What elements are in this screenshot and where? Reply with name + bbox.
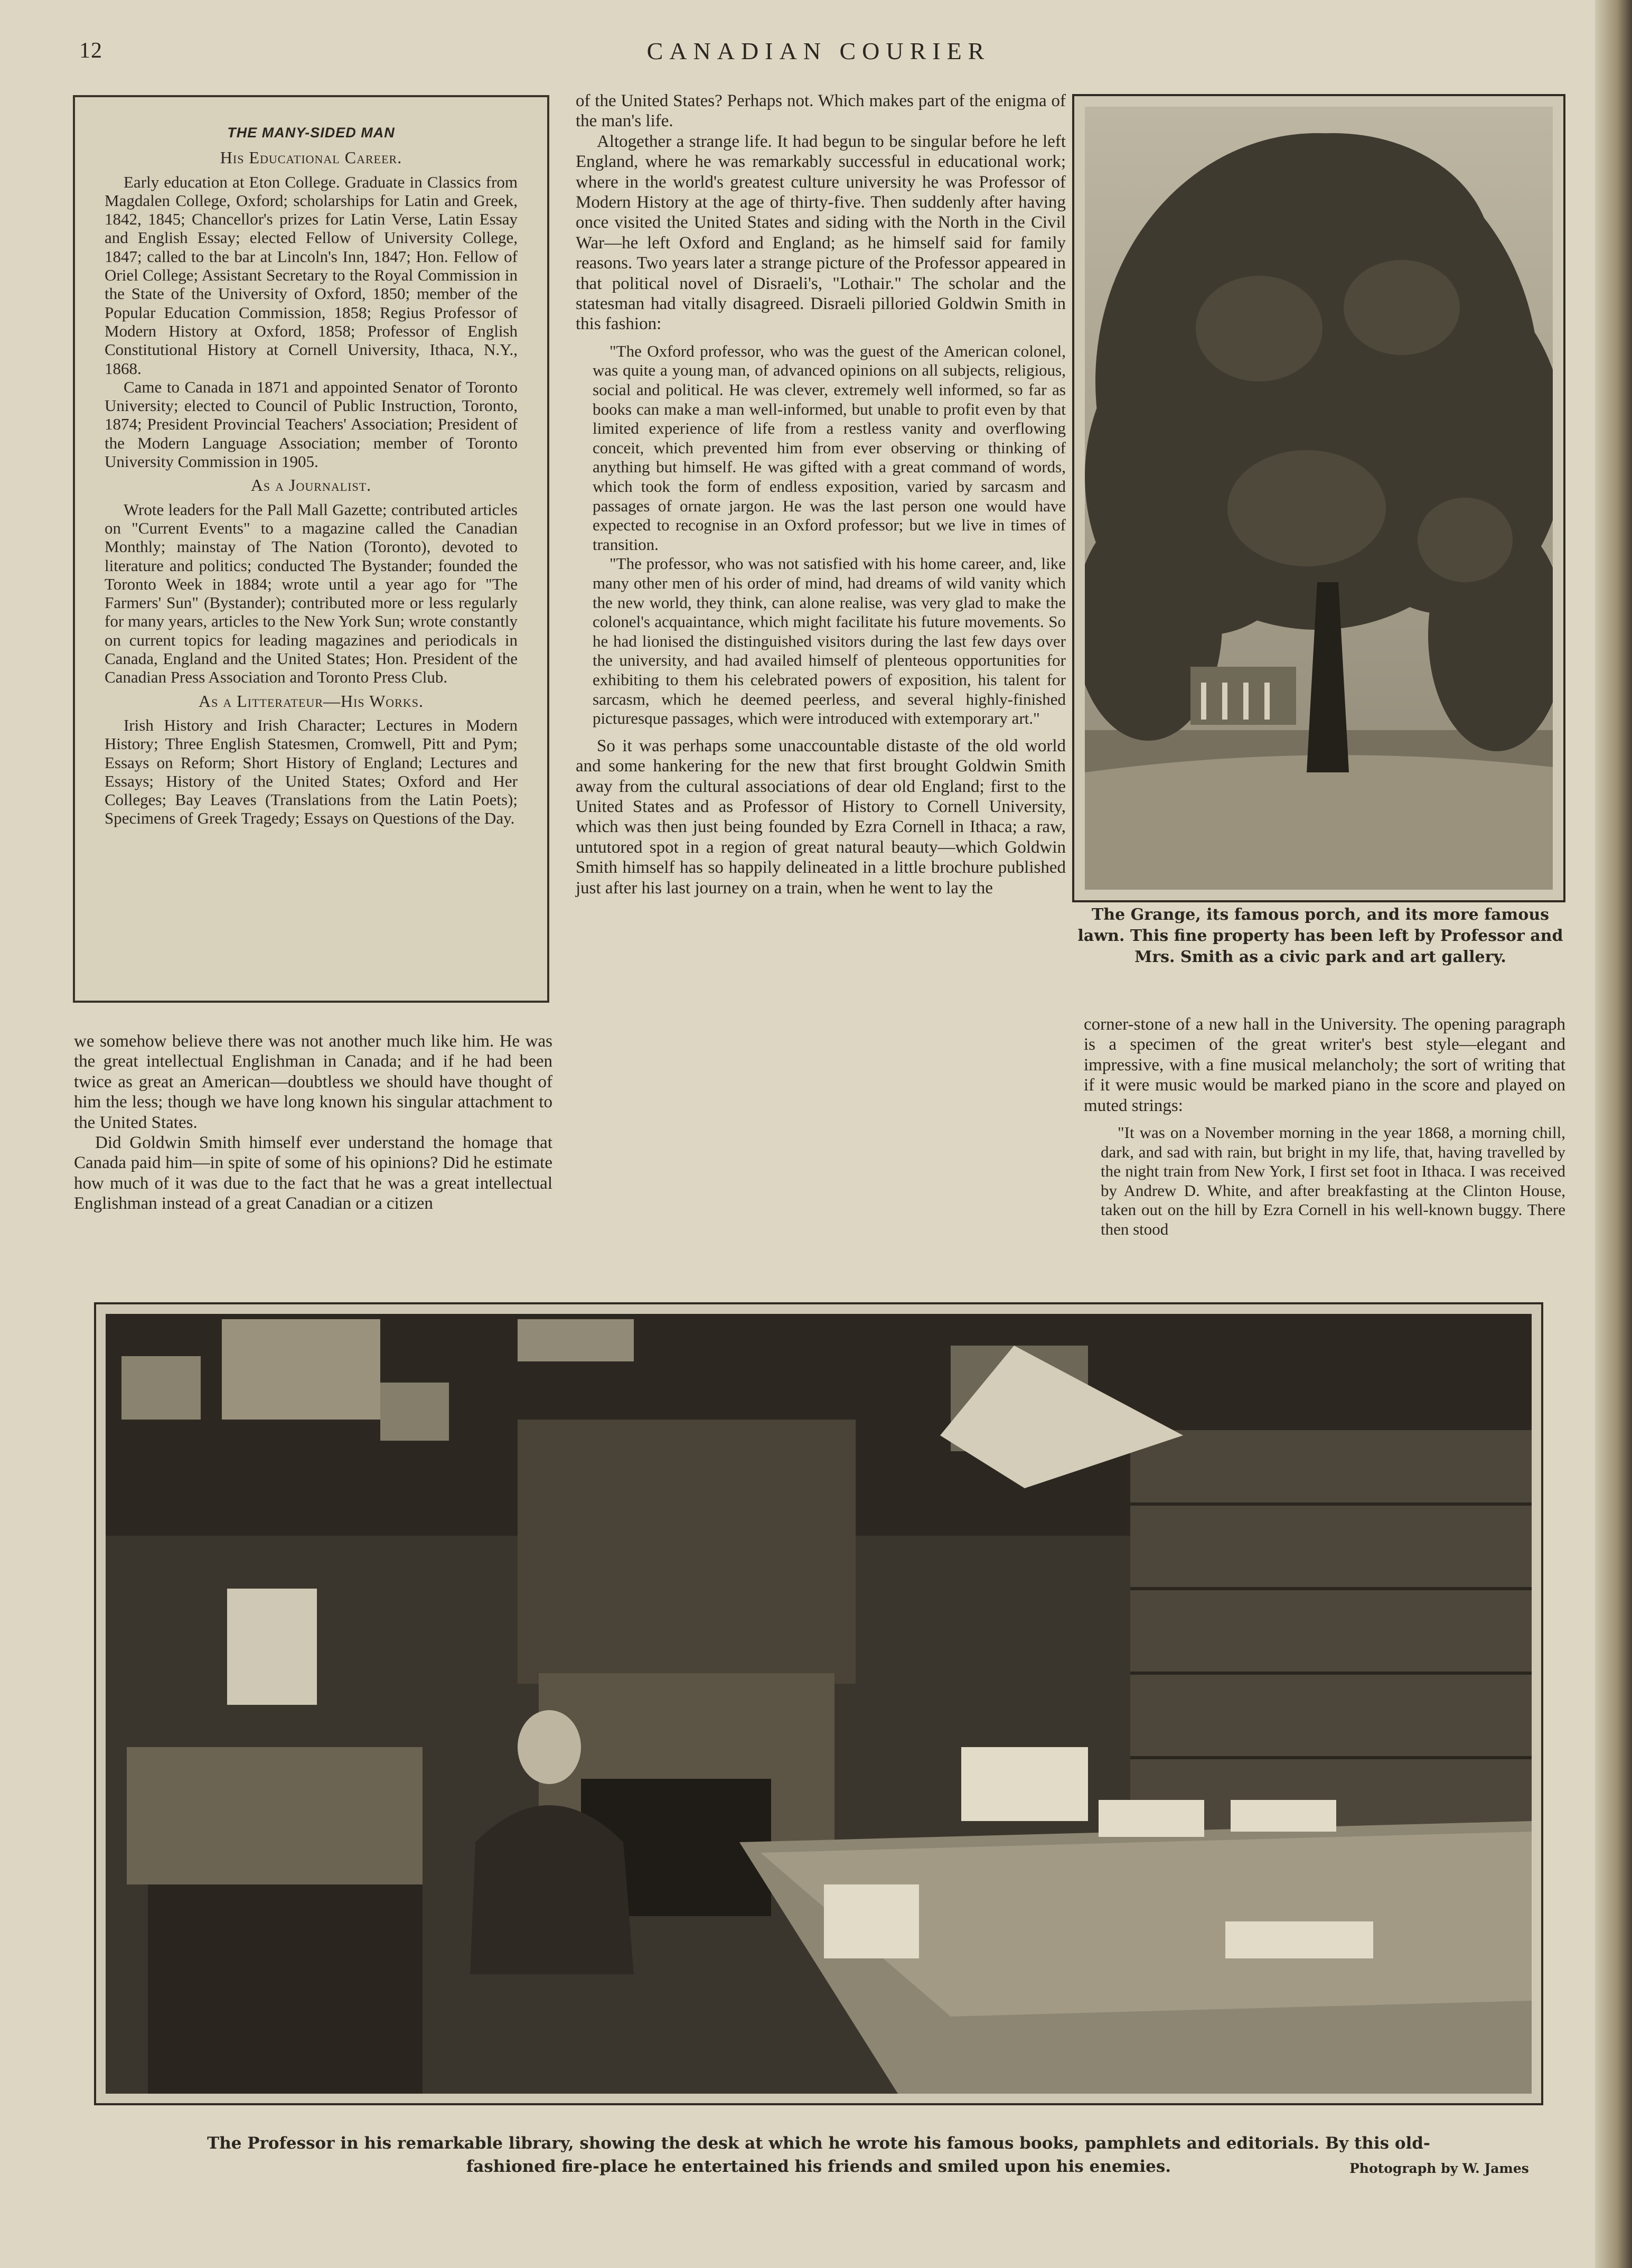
- article-column-1: [74, 1031, 552, 1214]
- article-paragraph: of the United States? Perhaps not. Which makes part of the enigma of the man's life.: [576, 91, 1066, 131]
- article-paragraph: corner-stone of a new hall in the University. The opening paragraph is a specimen of the great writer's best style—elegant and impressive, with a fine musical melancholy; the sort of writing that if it were music would be marked piano in the score and played on muted strings:: [1084, 1015, 1565, 1115]
- grange-caption: The Grange, its famous porch, and its more famous lawn. This fine property has been left by Professor and Mrs. Smith as a civic park and art gallery.: [1077, 906, 1563, 966]
- library-interior-image: [106, 1314, 1532, 2094]
- sidebar-heading-journalist: As a Journalist.: [250, 475, 372, 495]
- quote-paragraph: "The professor, who was not satisfied with his home career, and, like many other men of his order of mind, had dreams of wild vanity which the new world, they think, can alone realise, was very glad to make the colonel's acquaintance, which might facilitate his future movements. So he had lionised the distinguished visitors during the last few days over the university, and had availed himself of plenteous opportunities for exhibiting to them his celebrated powers of exposition, his talent for sarcasm, which he deemed peerless, and several highly-finished picturesque passages, which were introduced with extemporary art.": [593, 554, 1066, 728]
- sidebar-paragraph: Came to Canada in 1871 and appointed Senator of Toronto University; elected to Council of Public Instruction, Toronto, 1874; President Provincial Teachers' Association; President of the Modern Language Association; member of Toronto University Commission in 1905.: [105, 377, 518, 471]
- sidebar-many-sided-man: [73, 95, 549, 1003]
- publication-title: CANADIAN COURIER: [646, 38, 991, 64]
- article-column-3: [1084, 1014, 1565, 1247]
- page-binding-edge: [1595, 0, 1632, 2268]
- ithaca-quote: [1084, 1123, 1565, 1239]
- sidebar-title: THE MANY-SIDED MAN: [227, 125, 395, 141]
- sidebar-heading-works: As a Litterateur—His Works.: [199, 691, 424, 711]
- grange-tree-image: [1085, 107, 1553, 890]
- article-paragraph: So it was perhaps some unaccountable distaste of the old world and some hankering for the new that first brought Goldwin Smith away from the cultural associations of dear old England; first to the United States and as Professor of History to Cornell University, which was then just being founded by Ezra Cornell in Ithaca; a raw, untutored spot in a region of great natural beauty—which Goldwin Smith himself has so happily delineated in a little brochure published just after his last journey on a train, when he went to lay the: [576, 736, 1066, 898]
- grange-photo: [1072, 94, 1565, 902]
- article-paragraph: we somehow believe there was not another much like him. He was the great intellectual Englishman in Canada; and if he had been twice as great an American—doubtless we should have thought of him the less; though we have long known his singular attachment to the United States.: [74, 1032, 552, 1132]
- page-number: 12: [79, 39, 102, 63]
- sidebar-heading-education: His Educational Career.: [220, 148, 402, 167]
- article-paragraph: Altogether a strange life. It had begun to be singular before he left England, where he was remarkably successful in educational work; where in the world's greatest culture university he was Professor of Modern History at the age of thirty-five. Then suddenly after having once visited the United States and siding with the North in the Civil War—he left Oxford and England; as he himself said for family reasons. Two years later a strange picture of the Professor appeared in that political novel of Disraeli's, "Lothair." The scholar and the statesman had vitally disagreed. Disraeli pilloried Goldwin Smith in this fashion:: [576, 132, 1066, 334]
- quote-paragraph: "It was on a November morning in the year 1868, a morning chill, dark, and sad with rain, but bright in my life, that, having travelled by the night train from New York, I first set foot in Ithaca. I was received by Andrew D. White, and after breakfasting at the Clinton House, taken out on the hill by Ezra Cornell in his well-known buggy. There then stood: [1101, 1123, 1565, 1238]
- article-paragraph: Did Goldwin Smith himself ever understand the homage that Canada paid him—in spite of some of his opinions? Did he estimate how much of it was due to the fact that he was a great intellectual Englishman instead of a great Canadian or a citizen: [74, 1133, 552, 1214]
- lothair-quote: [576, 342, 1066, 729]
- article-column-2: [576, 91, 1066, 898]
- library-photo: [94, 1302, 1543, 2105]
- sidebar-paragraph: Early education at Eton College. Graduate in Classics from Magdalen College, Oxford; scholarships for Latin and Greek, 1842, 1845; Chancellor's prizes for Latin Verse, Latin Essay and English Essay; elected Fellow of University College, 1847; called to the bar at Lincoln's Inn, 1847; Hon. Fellow of Oriel College; Assistant Secretary to the Royal Commission in the State of the University of Oxford, 1850; member of the Popular Education Commission, 1858; Regius Professor of Modern History at Oxford, 1858; Professor of English Constitutional History at Cornell University, Ithaca, N.Y., 1868.: [105, 172, 518, 378]
- sidebar-paragraph: Wrote leaders for the Pall Mall Gazette; contributed articles on "Current Events" to a magazine called the Canadian Monthly; mainstay of The Nation (Toronto), devoted to literature and politics; conducted The Bystander; founded the Toronto Week in 1884; wrote until a year ago for "The Farmers' Sun" (Bystander); contributed more or less regularly for many years, articles to the New York Sun; wrote constantly on current topics for leading magazines and periodicals in Canada, England and the United States; Hon. President of the Canadian Press Association and Toronto Press Club.: [105, 500, 518, 687]
- quote-paragraph: "The Oxford professor, who was the guest of the American colonel, was quite a young man, of advanced opinions on all subjects, religious, social and political. He was clever, extremely well informed, so far as books can make a man well-informed, but unable to profit even by that limited experience of life from a restless vanity and overflowing conceit, which prevented him from ever observing or thinking of anything but himself. He was gifted with a great command of words, which took the form of endless exposition, varied by sarcasm and passages of ornate jargon. He was the last person one would have expected to recognise in an Oxford professor; but we live in times of transition.: [593, 341, 1066, 554]
- library-caption: The Professor in his remarkable library, showing the desk at which he wrote his famous books, pamphlets and editorials. By this old-fashioned fire-place he entertained his friends and smiled upon his enemies.: [207, 2134, 1430, 2176]
- photo-credit: Photograph by W. James: [1349, 2161, 1529, 2176]
- sidebar-paragraph: Irish History and Irish Character; Lectures in Modern History; Three English Statesmen, Cromwell, Pitt and Pym; Essays on Reform; Short History of England; Lectures and Essays; History of the United States; Oxford and Her Colleges; Bay Leaves (Translations from the Latin Poets); Specimens of Greek Tragedy; Essays on Questions of the Day.: [105, 715, 518, 828]
